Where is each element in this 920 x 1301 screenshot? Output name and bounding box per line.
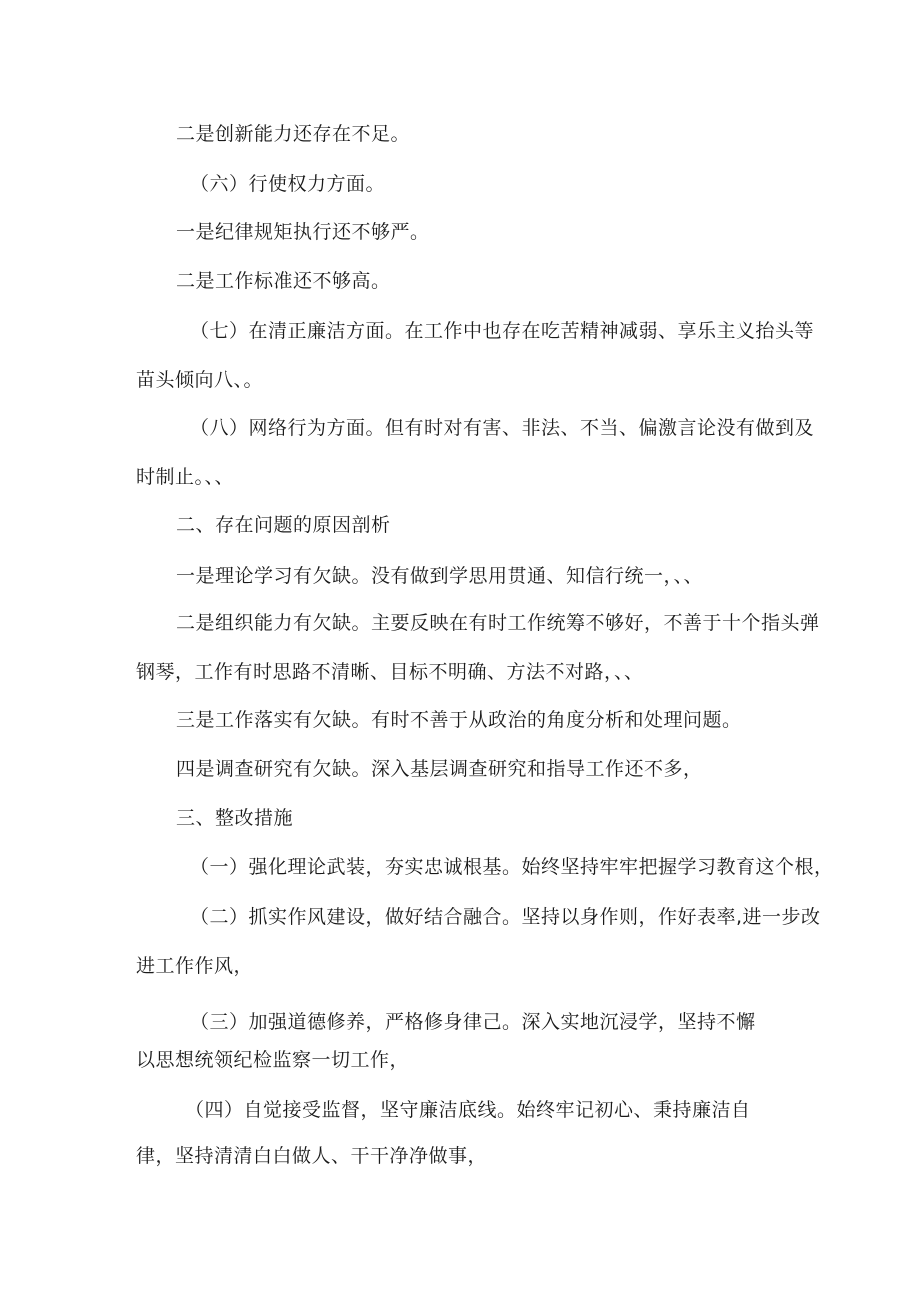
text-line: （二）抓实作风建设，做好结合融合。坚持以身作则，作好表率,进一步改 [190, 906, 821, 928]
text-line: 三是工作落实有欠缺。有时不善于从政治的角度分析和处理问题。 [176, 709, 742, 731]
text-line: 四是调查研究有欠缺。深入基层调查研究和指导工作还不多， [176, 758, 703, 780]
text-line: 钢琴，工作有时思路不清晰、目标不明确、方法不对路，、、 [136, 661, 644, 683]
text-line: 二是组织能力有欠缺。主要反映在有时工作统筹不够好，不善于十个指头弹 [176, 612, 820, 634]
text-line: （八）网络行为方面。但有时对有害、非法、不当、偏激言论没有做到及 [190, 417, 815, 439]
text-line: 苗头倾向八、。 [136, 369, 264, 391]
section-heading: 三、整改措施 [176, 807, 294, 829]
text-line: 进工作作风， [136, 955, 254, 977]
text-line: （四）自觉接受监督，坚守廉洁底线。始终牢记初心、秉持廉洁自 [185, 1099, 751, 1121]
text-line: 律，坚持清清白白做人、干干净净做事， [136, 1145, 488, 1167]
text-line: 一是理论学习有欠缺。没有做到学思用贯通、知信行统一，、、 [176, 565, 704, 587]
text-line: 时制止。、、 [136, 466, 235, 488]
text-line: （三）加强道德修养，严格修身律己。深入实地沉浸学，坚持不懈 [190, 1011, 756, 1033]
text-line: （六）行使权力方面。 [190, 173, 386, 195]
section-heading: 二、存在问题的原因剖析 [176, 514, 391, 536]
text-line: 二是创新能力还存在不足。 [176, 123, 411, 145]
text-line: 二是工作标准还不够高。 [176, 270, 391, 292]
text-line: （一）强化理论武装，夯实忠诚根基。始终坚持牢牢把握学习教育这个根， [190, 856, 834, 878]
text-line: （七）在清正廉洁方面。在工作中也存在吃苦精神减弱、享乐主义抬头等 [190, 320, 815, 342]
text-line: 以思想统领纪检监察一切工作， [136, 1049, 410, 1071]
text-line: 一是纪律规矩执行还不够严。 [176, 221, 430, 243]
